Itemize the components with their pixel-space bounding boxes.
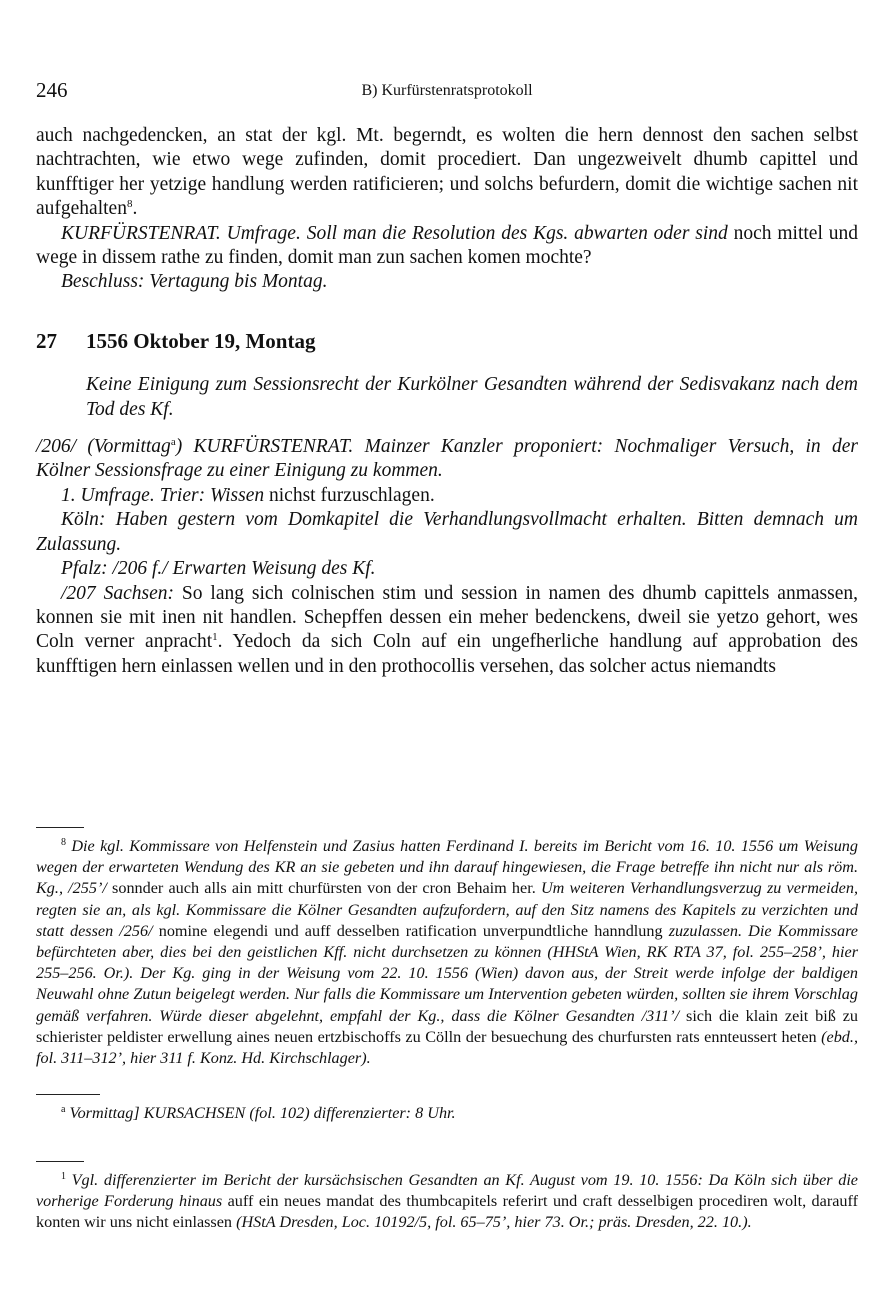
footnote-marker: a: [170, 436, 176, 449]
section-heading: [36, 329, 858, 353]
text-run: /206/ (Vormittag: [36, 436, 171, 458]
text-run: nomine elegendi und auff desselben ratification unverpundtliche hanndlung: [152, 921, 669, 940]
text-run: auch nachgedencken, an stat der kgl. Mt. begerndt, es wolten die hern dennost den sachen selbst nachtrachten, wie etwo wege zufinden, domit procediert. Dan ungezweivelt dhumb capittel und kunfftiger her yetzige handlung werden ratificieren; und solchs befurdern, domit die wichtige sachen nit aufgehalten: [36, 125, 858, 220]
paragraph: [36, 582, 858, 680]
text-run: . Yedoch da sich Coln auf ein ungefherliche handlung auf approbation des kunfftigen hern einlassen wellen und in den prothocollis versehen, das solcher actus niemandts: [36, 631, 858, 677]
section-number: 27: [36, 328, 57, 353]
footnote-list: [36, 836, 858, 1069]
page-header: [36, 78, 858, 108]
text-run: sich die klain zeit biß zu schierister peldister erwellung aines neuen ertzbischoffs zu Cölln der besuechung des churfursten rats ennteussert heten: [36, 1006, 858, 1046]
running-title: B) Kurfürstenratsprotokoll: [361, 82, 533, 99]
text-run: ) KURFÜRSTENRAT. Mainzer Kanzler proponiert: Nochmaliger Versuch, in der Kölner Sessionsfrage zu einer Einigung zu kommen.: [36, 436, 858, 482]
text-run: auff ein neues mandat des thumbcapitels referirt und craft desselbigen procediren wolt, darauff konten wir uns nicht einlassen: [36, 1192, 858, 1232]
footnote-rule: [36, 827, 84, 828]
footnote-list: [36, 1103, 858, 1124]
text-run: zuzulassen. Die Kommissare befürchteten aber, dies bei den geistlichen Kff. nicht durchsetzen zu können (HHStA Wien, RK RTA 37, fol. 255–258’, hier 255–256. Or.). Der Kg. ging in der Weisung vom 22. 10. 1556 (Wien) davon aus, der Streit werde infolge der baldigen Neuwahl ohne Zutun beigelegt werden. Nur falls die Kommissare um Intervention gebeten würden, sollten sie ihrem Vorschlag gemäß verfahren. Würde dieser abgelehnt, empfahl der Kg., dass die Kölner Gesandten /311’/: [36, 921, 858, 1025]
text-run: nichst furzuschlagen.: [264, 484, 435, 506]
text-run: .: [132, 198, 138, 220]
footnote-rule: [36, 1094, 100, 1095]
footnote-list: [36, 1170, 858, 1234]
footnote: [36, 836, 858, 1069]
text-run: /207 Sachsen:: [61, 582, 174, 604]
footnote-marker: 1: [212, 631, 218, 644]
text-run: Beschluss: Vertagung bis Montag.: [61, 271, 328, 293]
paragraph: [36, 435, 858, 484]
paragraph: [36, 124, 858, 222]
footnote-marker: a: [61, 1104, 66, 1115]
footnote-marker: 1: [61, 1171, 66, 1182]
footnote-marker: 8: [126, 198, 133, 211]
text-run: Vgl. differenzierter im Bericht der kursächsischen Gesandten an Kf. August vom 19. 10. 1556: Da Köln sich über die vorherige Forderung hinaus: [36, 1171, 858, 1211]
footnotes-source: [36, 1161, 858, 1234]
footnote: [36, 1170, 858, 1234]
protocol-paragraphs-top: [36, 124, 858, 295]
page-number: 246: [36, 78, 68, 102]
text-run: 1. Umfrage. Trier: Wissen: [61, 484, 265, 506]
text-run: Um weiteren Verhandlungsverzug zu vermeiden, regten sie an, als kgl. Kommissare die Kölner Gesandten aufzufordern, auf den Sitz namens des Kapitels zu verzichten und statt dessen /256/: [36, 879, 859, 940]
footnote-marker: 8: [61, 837, 66, 848]
paragraph: [36, 557, 858, 581]
main-text: [36, 124, 858, 679]
paragraph: [36, 222, 858, 271]
text-run: Die kgl. Kommissare von Helfenstein und Zasius hatten Ferdinand I. bereits im Bericht vom 16. 10. 1556 um Weisung wegen der erwarteten Wendung des KR an sie gebeten und ihn darauf hingewiesen, die Frage betreffe ihn nicht nur als röm. Kg., /255’/: [36, 837, 858, 898]
footnotes-numbered: [36, 827, 858, 1069]
text-run: Vormittag] KURSACHSEN (fol. 102) differenzierter: 8 Uhr.: [65, 1104, 456, 1122]
section-title: 1556 Oktober 19, Montag: [86, 328, 316, 353]
text-run: noch mittel und wege in dissem rathe zu finden, domit man zun sachen komen mochte?: [36, 222, 858, 269]
text-run: KURFÜRSTENRAT. Umfrage. Soll man die Resolution des Kgs. abwarten oder sind: [61, 222, 728, 244]
footnotes-lettered: [36, 1094, 858, 1124]
text-run: Pfalz: /206 f./ Erwarten Weisung des Kf.: [61, 558, 376, 580]
footnote: [36, 1103, 858, 1124]
text-run: So lang sich colnischen stim und session in namen des dhumb capittels anmassen, konnen sie mit inen nit handlen. Schepffen dessen ein meher bedenckens, dweil sie yetzo gehort, wes Coln verner anpracht: [36, 582, 858, 653]
footnote-rule: [36, 1161, 84, 1162]
protocol-paragraphs-body: [36, 435, 858, 679]
paragraph: [36, 484, 858, 508]
paragraph: [36, 270, 858, 294]
text-run: Köln: Haben gestern vom Domkapitel die Verhandlungsvollmacht erhalten. Bitten demnach um Zulassung.: [36, 509, 858, 555]
paragraph: [36, 508, 858, 557]
section-summary: Keine Einigung zum Sessionsrecht der Kurkölner Gesandten während der Sedisvakanz nach dem Tod des Kf.: [86, 374, 858, 420]
text-run: (HStA Dresden, Loc. 10192/5, fol. 65–75’, hier 73. Or.; präs. Dresden, 22. 10.).: [236, 1213, 752, 1232]
text-run: (ebd., fol. 311–312’, hier 311 f. Konz. Hd. Kirchschlager).: [36, 1027, 858, 1068]
text-run: sonnder auch alls ain mitt churfürsten von der cron Behaim her.: [106, 879, 541, 898]
